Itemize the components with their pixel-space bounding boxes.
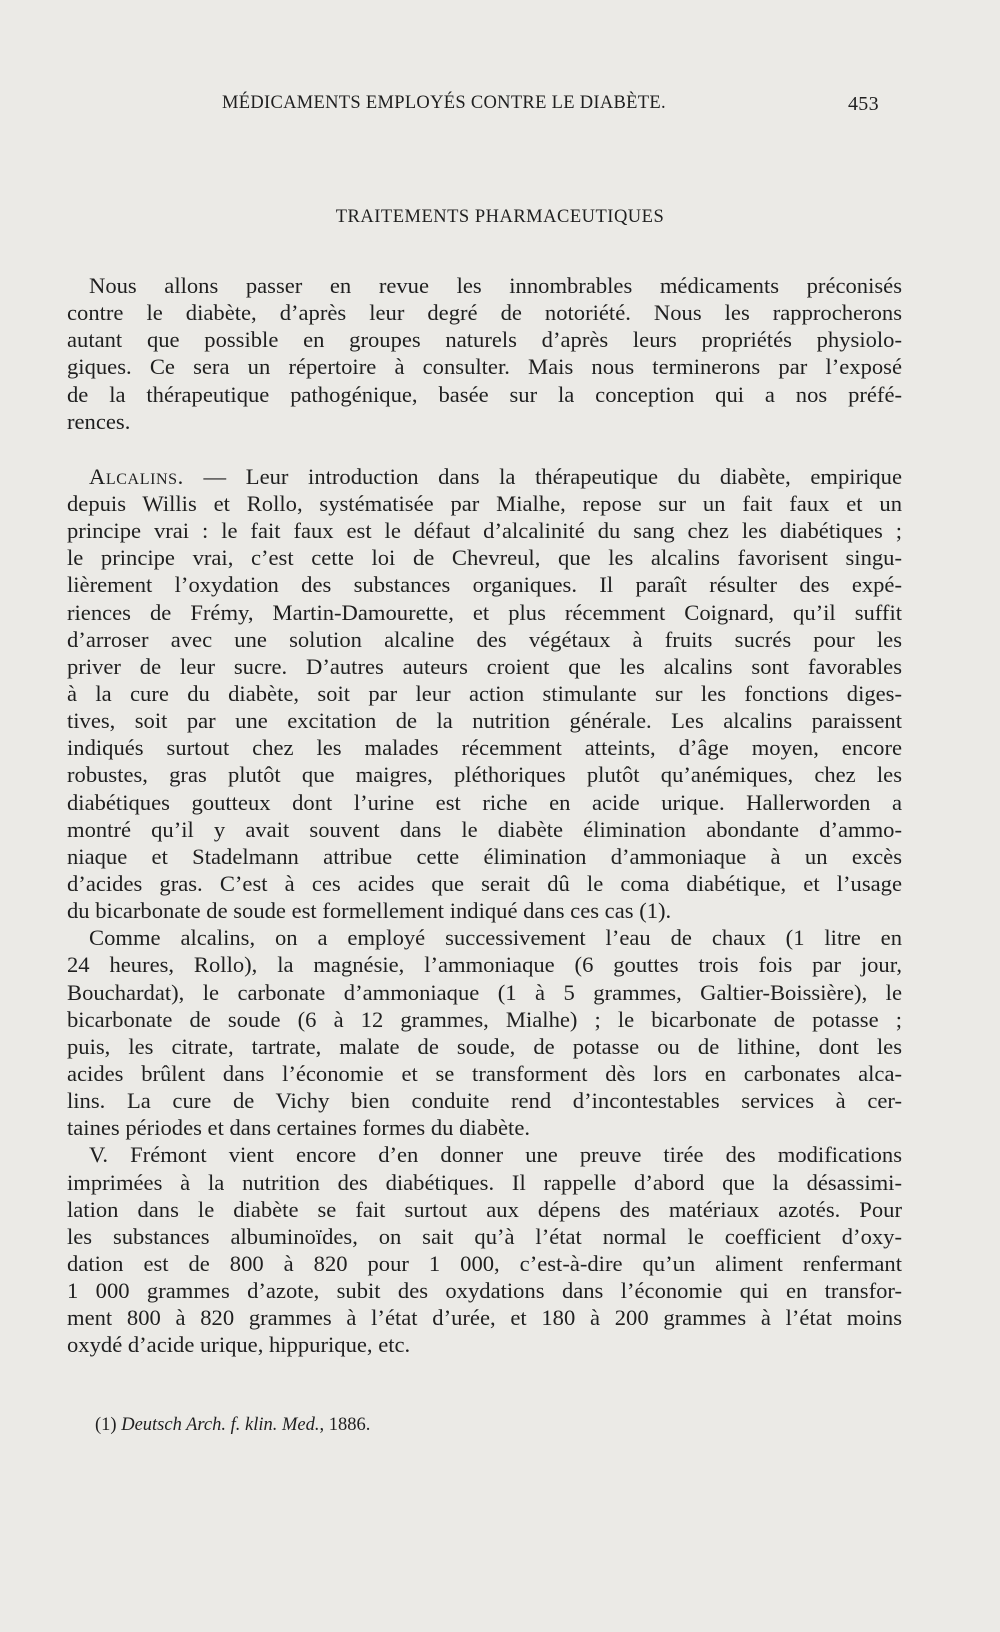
text-line: imprimées à la nutrition des diabétiques. Il rappelle d’abord que la désassimi- <box>67 1169 902 1195</box>
text-line <box>67 897 902 924</box>
page-number: 453 <box>848 93 879 115</box>
paragraph-alcalins <box>67 463 902 924</box>
subheading-alcalins: Alcalins. <box>89 463 184 489</box>
text-line: lièrement l’oxydation des substances organiques. Il paraît résulter des expé- <box>67 572 902 598</box>
text-line: niaque et Stadelmann attribue cette élimination d’ammoniaque à un excès <box>67 843 902 869</box>
running-head <box>0 93 1000 123</box>
text-line: Comme alcalins, on a employé successivement l’eau de chaux (1 litre en <box>89 925 902 951</box>
text-line: oxydé d’acide urique, hippurique, etc. <box>67 1332 411 1358</box>
text-line: giques. Ce sera un répertoire à consulter. Mais nous terminerons par l’exposé <box>67 354 902 380</box>
text-line: contre le diabète, d’après leur degré de notoriété. Nous les rapprocherons <box>67 300 902 326</box>
paragraph-fremont <box>67 1141 902 1358</box>
text-line: bicarbonate de soude (6 à 12 grammes, Mialhe) ; le bicarbonate de potasse ; <box>67 1006 902 1032</box>
paragraph-intro <box>67 272 902 435</box>
text-line: les substances albuminoïdes, on sait qu’à l’état normal le coefficient d’oxy- <box>67 1223 902 1249</box>
text-line: indiqués surtout chez les malades récemment atteints, d’âge moyen, encore <box>67 735 902 761</box>
text-line: d’acides gras. C’est à ces acides que serait dû le coma diabétique, et l’usage <box>67 870 902 896</box>
text-line: ment 800 à 820 grammes à l’état d’urée, et 180 à 200 grammes à l’état moins <box>67 1305 902 1331</box>
text-line: lation dans le diabète se fait surtout aux dépens des matériaux azotés. Pour <box>67 1196 902 1222</box>
text-line: à la cure du diabète, soit par leur action stimulante sur les fonctions diges- <box>67 680 902 706</box>
body-text <box>67 272 902 1358</box>
text-line: 1 000 grammes d’azote, subit des oxydations dans l’économie qui en transfor- <box>67 1278 902 1304</box>
footnote <box>95 1415 370 1436</box>
text-line: riences de Frémy, Martin-Damourette, et plus récemment Coignard, qu’il suffit <box>67 599 902 625</box>
text-line: 24 heures, Rollo), la magnésie, l’ammoniaque (6 gouttes trois fois par jour, <box>67 952 902 978</box>
text-line: robustes, gras plutôt que maigres, pléthoriques plutôt qu’anémiques, chez les <box>67 762 902 788</box>
text-line: taines périodes et dans certaines formes du diabète. <box>67 1115 530 1141</box>
running-title: MÉDICAMENTS EMPLOYÉS CONTRE LE DIABÈTE. <box>222 93 666 113</box>
text-line: Nous allons passer en revue les innombrables médicaments préconisés <box>89 273 902 298</box>
text-line: depuis Willis et Rollo, systématisée par Mialhe, repose sur un fait faux et un <box>67 490 902 516</box>
text-line: lins. La cure de Vichy bien conduite rend d’incontestables services à cer- <box>67 1088 902 1114</box>
text-line: autant que possible en groupes naturels d’après leurs propriétés physiolo- <box>67 327 902 353</box>
text-line: acides brûlent dans l’économie et se transforment dès lors en carbonates alca- <box>67 1060 902 1086</box>
text-line: Bouchardat), le carbonate d’ammoniaque (1 à 5 grammes, Galtier-Boissière), le <box>67 979 902 1005</box>
text-line: montré qu’il y avait souvent dans le diabète élimination abondante d’ammo- <box>67 816 902 842</box>
text-line: rences. <box>67 408 131 434</box>
text-line: principe vrai : le fait faux est le défaut d’alcalinité du sang chez les diabétiques ; <box>67 518 902 544</box>
text-line: puis, les citrate, tartrate, malate de soude, de potasse ou de lithine, dont les <box>67 1033 902 1059</box>
text-run: . <box>665 898 672 924</box>
paragraph-alcalins-list <box>67 924 902 1141</box>
footnote-marker: (1) <box>95 1415 117 1435</box>
text-line: priver de leur sucre. D’autres auteurs croient que les alcalins sont favorables <box>67 653 902 679</box>
text-line <box>67 463 902 490</box>
footnote-year: , 1886. <box>319 1415 371 1435</box>
section-title: TRAITEMENTS PHARMACEUTIQUES <box>335 207 665 227</box>
text-line: V. Frémont vient encore d’en donner une preuve tirée des modifications <box>89 1142 902 1168</box>
footnote-source: Deutsch Arch. f. klin. Med. <box>121 1415 320 1435</box>
text-run: — Leur introduction dans la thérapeutique du diabète, empirique <box>183 463 902 489</box>
text-line: de la thérapeutique pathogénique, basée sur la conception qui a nos préfé- <box>67 381 902 407</box>
text-line: tives, soit par une excitation de la nutrition générale. Les alcalins paraissent <box>67 708 902 734</box>
text-run: du bicarbonate de soude est formellement indiqué dans ces cas <box>67 898 640 924</box>
text-line: diabétiques goutteux dont l’urine est riche en acide urique. Hallerworden a <box>67 789 902 815</box>
footnote-ref: (1) <box>639 898 666 924</box>
text-line: dation est de 800 à 820 pour 1 000, c’est-à-dire qu’un aliment renfermant <box>67 1250 902 1276</box>
text-line: d’arroser avec une solution alcaline des végétaux à fruits sucrés pour les <box>67 626 902 652</box>
text-line: le principe vrai, c’est cette loi de Chevreul, que les alcalins favorisent singu- <box>67 545 902 571</box>
